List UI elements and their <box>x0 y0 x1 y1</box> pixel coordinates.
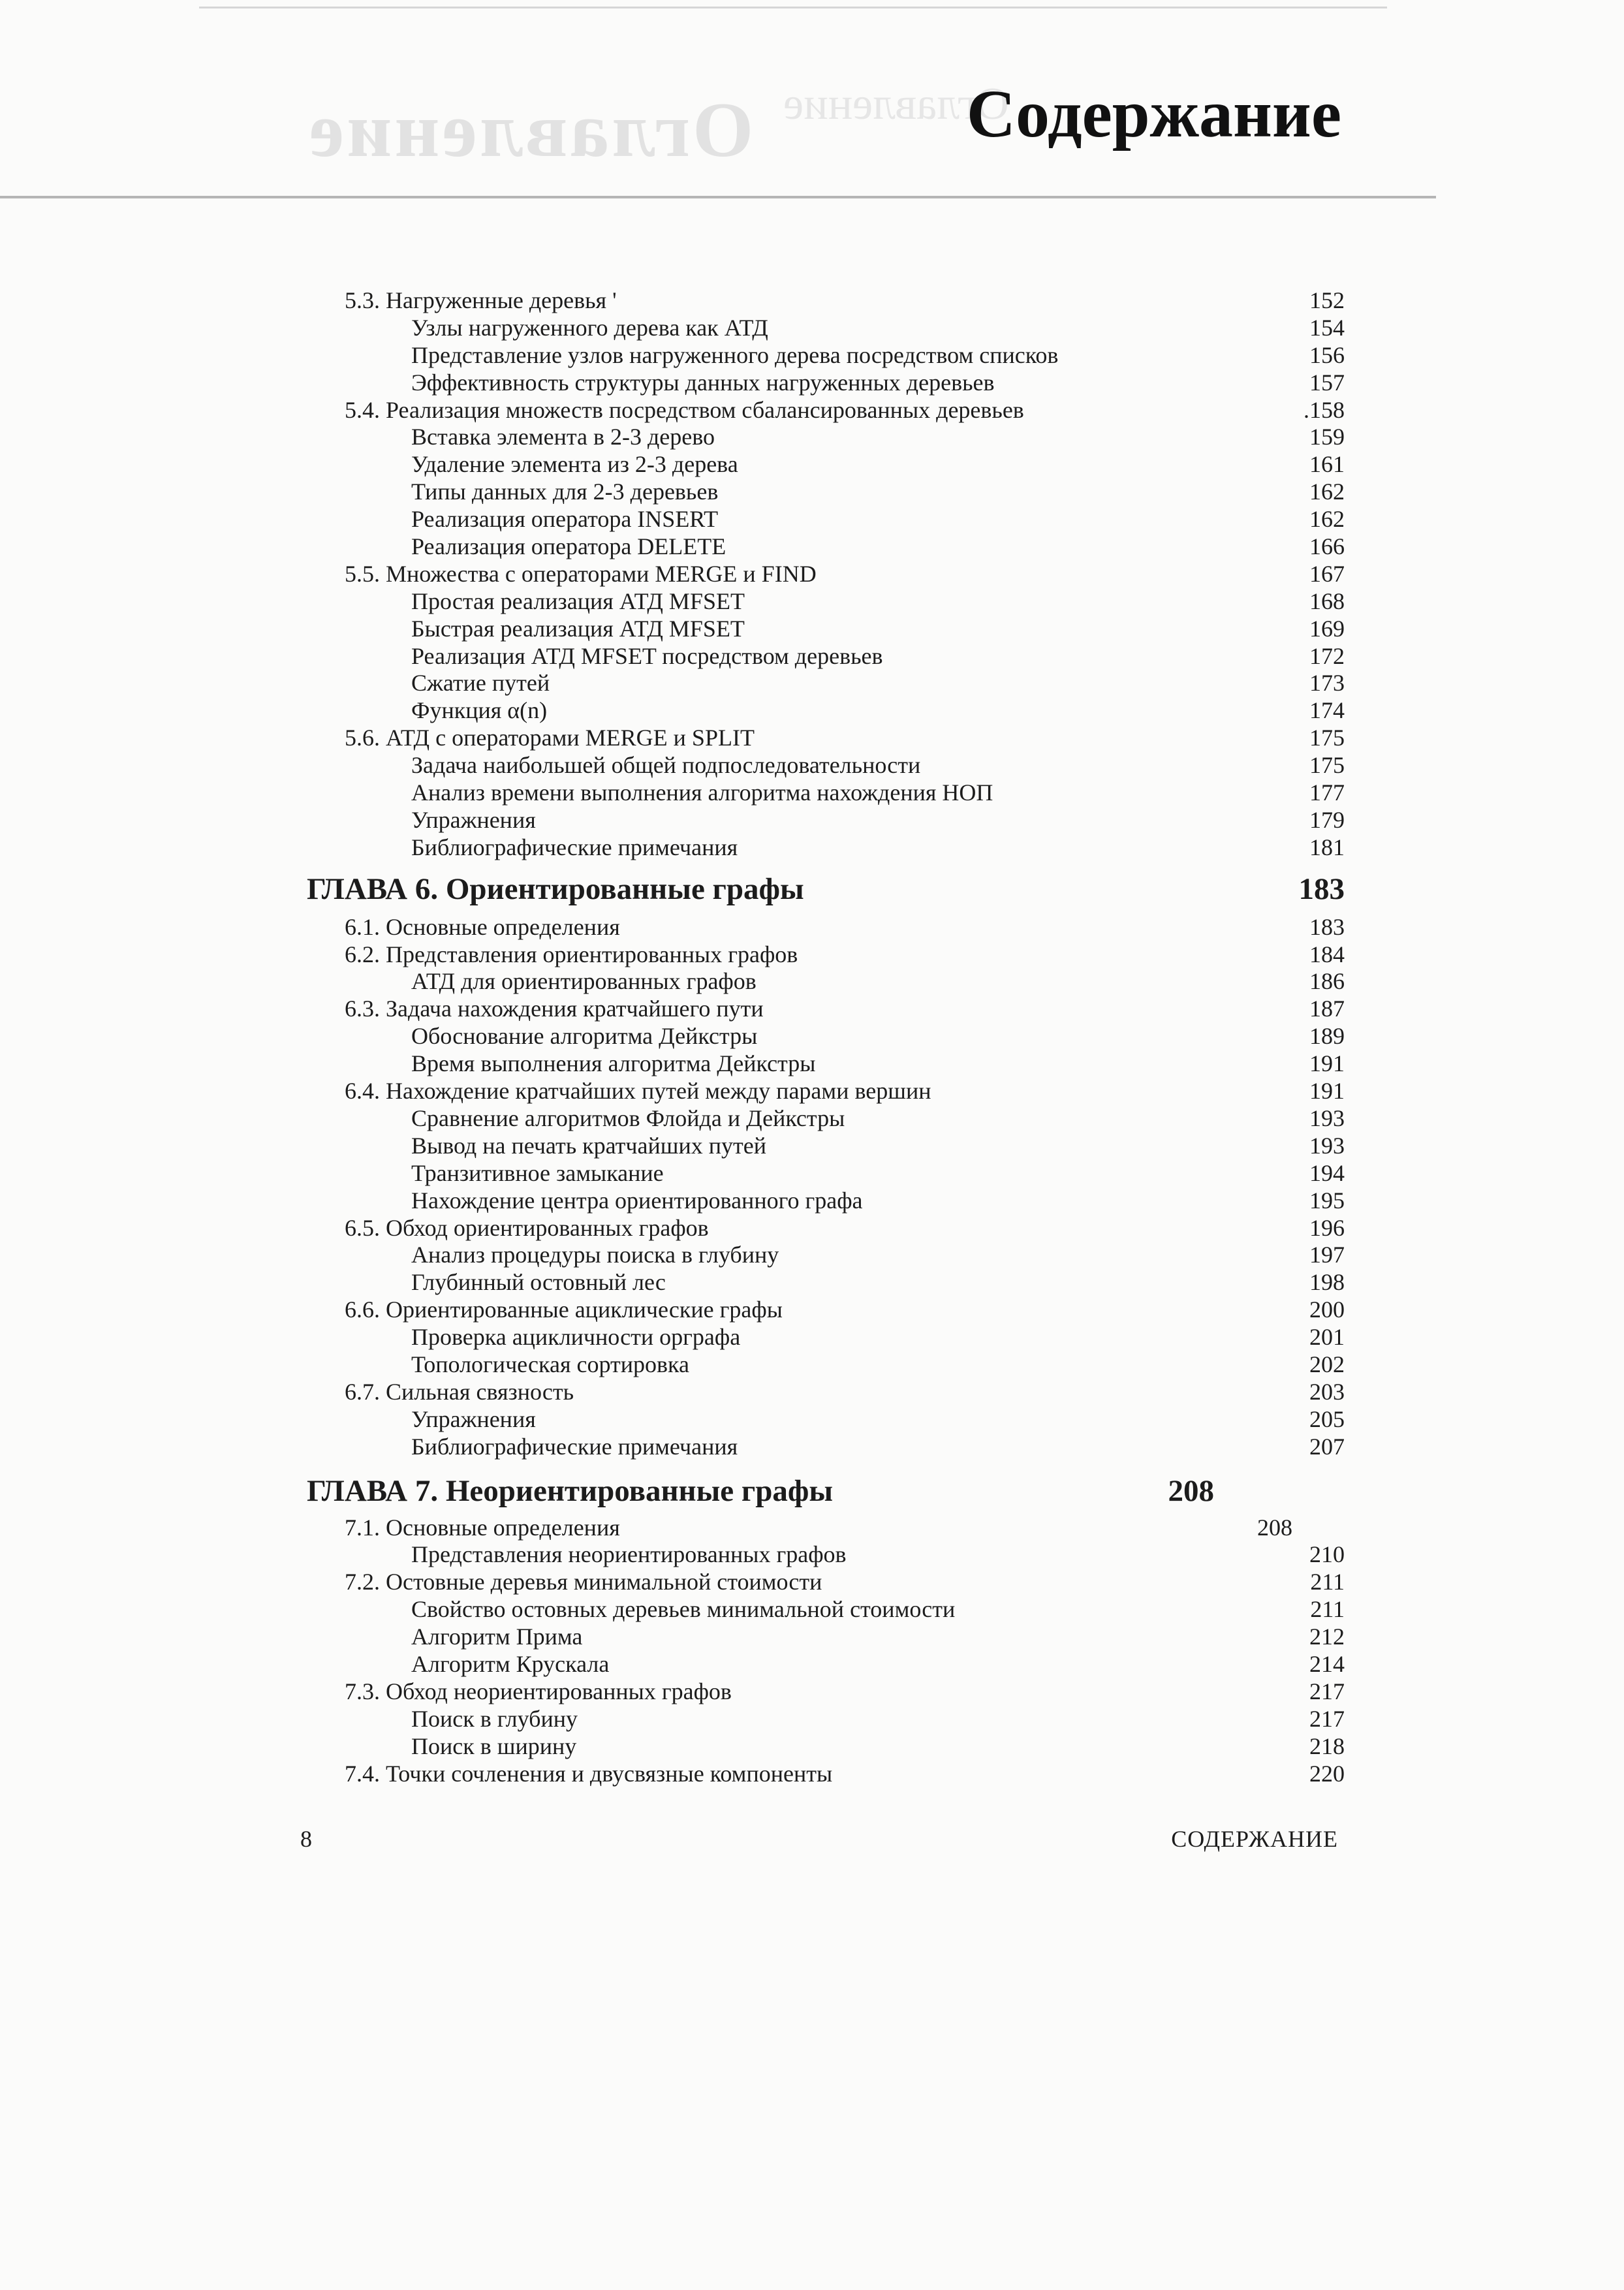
toc-page-number: 202 <box>1309 1351 1345 1377</box>
toc-number: 7.3. <box>345 1678 380 1704</box>
toc-title: Упражнения <box>411 806 536 833</box>
toc-page-number: 191 <box>1309 1078 1345 1105</box>
toc-title: Задача нахождения кратчайшего пути <box>386 996 764 1022</box>
toc-page-number: 196 <box>1309 1214 1345 1241</box>
toc-title: Множества с операторами MERGE и FIND <box>386 560 817 587</box>
toc-subsection <box>307 670 1345 697</box>
toc-subsection <box>307 968 1345 996</box>
toc-section <box>307 941 1345 969</box>
toc-subsection <box>307 1706 1345 1733</box>
toc-page-number: 173 <box>1309 670 1345 697</box>
toc-subsection <box>307 1733 1345 1761</box>
toc-title: Обход ориентированных графов <box>386 1214 709 1241</box>
toc-title: АТД для ориентированных графов <box>411 968 757 995</box>
toc-section <box>307 1761 1345 1788</box>
toc-title: Простая реализация АТД MFSET <box>411 588 745 614</box>
toc-subsection <box>307 752 1345 779</box>
toc-page-number: 214 <box>1309 1650 1345 1677</box>
toc-page-number: 208 <box>1257 1514 1292 1541</box>
toc-number: 7.2. <box>345 1569 380 1595</box>
toc-page-number: 175 <box>1309 725 1345 751</box>
toc-subsection <box>307 1050 1345 1078</box>
toc-section <box>307 1569 1345 1596</box>
toc-chapter <box>307 1470 1345 1512</box>
toc-subsection <box>307 834 1345 862</box>
toc-page-number: 184 <box>1309 941 1345 967</box>
toc-title: Удаление элемента из 2-3 дерева <box>411 451 738 478</box>
toc-title: Реализация АТД MFSET посредством деревьев <box>411 642 883 669</box>
toc-subsection <box>307 643 1345 670</box>
toc-title: Вставка элемента в 2-3 дерево <box>411 424 715 450</box>
toc-title: Точки сочленения и двусвязные компоненты <box>386 1760 833 1787</box>
toc-title: ГЛАВА 6. Ориентированные графы <box>307 871 804 906</box>
toc-subsection <box>307 424 1345 451</box>
toc-page-number: .158 <box>1304 396 1345 423</box>
toc-title: Алгоритм Крускала <box>411 1650 610 1677</box>
toc-title: Глубинный остовный лес <box>411 1269 666 1296</box>
toc-subsection <box>307 506 1345 533</box>
toc-page-number: 217 <box>1309 1678 1345 1704</box>
toc-section <box>307 397 1345 424</box>
toc-page-number: 157 <box>1309 369 1345 396</box>
toc-page-number: 191 <box>1309 1050 1345 1077</box>
toc-subsection <box>307 1023 1345 1050</box>
toc-page-number: 177 <box>1309 779 1345 806</box>
toc-section <box>307 287 1345 315</box>
toc-subsection <box>307 533 1345 561</box>
toc-title: Упражнения <box>411 1405 536 1432</box>
toc-subsection <box>307 588 1345 616</box>
toc-page-number: 172 <box>1309 642 1345 669</box>
toc-page-number: 161 <box>1309 451 1345 478</box>
toc-title: Типы данных для 2-3 деревьев <box>411 478 719 505</box>
toc-title: Обход неориентированных графов <box>386 1678 732 1704</box>
toc-page-number: 193 <box>1309 1132 1345 1159</box>
toc-subsection <box>307 1623 1345 1651</box>
toc-number: 6.6. <box>345 1296 380 1323</box>
toc-page-number: 193 <box>1309 1105 1345 1131</box>
toc-page-number: 205 <box>1309 1405 1345 1432</box>
toc-number: 7.1. <box>345 1514 380 1541</box>
toc-title: Сильная связность <box>386 1378 574 1405</box>
show-through-text: Оглавление <box>307 86 754 173</box>
toc-page-number: 218 <box>1309 1733 1345 1759</box>
toc-page-number: 159 <box>1309 424 1345 450</box>
toc-subsection <box>307 369 1345 397</box>
toc-title: Основные определения <box>386 1514 620 1541</box>
toc-page-number: 198 <box>1309 1269 1345 1296</box>
toc-title: Обоснование алгоритма Дейкстры <box>411 1023 758 1050</box>
toc-subsection <box>307 1160 1345 1187</box>
toc-page-number: 208 <box>1168 1473 1214 1508</box>
toc-page-number: 183 <box>1298 871 1345 906</box>
toc-title: Эффективность структуры данных нагруженных деревьев <box>411 369 995 396</box>
toc-title: Представление узлов нагруженного дерева посредством списков <box>411 341 1059 368</box>
toc-title: Библиографические примечания <box>411 834 738 860</box>
toc-title: Нагруженные деревья ' <box>386 287 617 313</box>
toc-subsection <box>307 616 1345 643</box>
toc-subsection <box>307 697 1345 725</box>
toc-subsection <box>307 807 1345 834</box>
toc-page-number: 183 <box>1309 913 1345 940</box>
toc-title: Транзитивное замыкание <box>411 1159 664 1186</box>
toc-page-number: 162 <box>1309 478 1345 505</box>
page-title: Содержание <box>966 76 1341 151</box>
toc-number: 6.5. <box>345 1214 380 1241</box>
toc-page-number: 200 <box>1309 1296 1345 1323</box>
toc-page-number: 152 <box>1309 287 1345 313</box>
toc-page-number: 168 <box>1309 588 1345 614</box>
toc-title: ГЛАВА 7. Неориентированные графы <box>307 1473 834 1508</box>
toc-page-number: 154 <box>1309 314 1345 341</box>
toc-subsection <box>307 1406 1345 1434</box>
toc-title: АТД с операторами MERGE и SPLIT <box>386 725 755 751</box>
toc-page-number: 179 <box>1309 806 1345 833</box>
toc-subsection <box>307 1351 1345 1379</box>
toc-title: Функция α(n) <box>411 697 548 724</box>
page-number: 8 <box>300 1826 312 1852</box>
toc-page-number: 212 <box>1309 1623 1345 1650</box>
toc-subsection <box>307 1133 1345 1160</box>
toc-number: 6.7. <box>345 1378 380 1405</box>
toc-title: Нахождение центра ориентированного графа <box>411 1187 863 1214</box>
toc-page-number: 174 <box>1309 697 1345 724</box>
toc-subsection <box>307 1242 1345 1269</box>
toc-section <box>307 996 1345 1023</box>
toc-title: Анализ процедуры поиска в глубину <box>411 1242 779 1268</box>
toc-subsection <box>307 1596 1345 1623</box>
header-rule <box>0 196 1436 198</box>
toc-section <box>307 561 1345 588</box>
toc-page-number: 186 <box>1309 968 1345 995</box>
toc-title: Время выполнения алгоритма Дейкстры <box>411 1050 816 1077</box>
toc-title: Реализация оператора INSERT <box>411 506 719 533</box>
toc-page-number: 195 <box>1309 1187 1345 1214</box>
toc-title: Представления неориентированных графов <box>411 1541 847 1568</box>
toc-page-number: 187 <box>1309 996 1345 1022</box>
toc-subsection <box>307 1541 1345 1569</box>
toc-title: Задача наибольшей общей подпоследовательности <box>411 752 921 779</box>
toc-page-number: 211 <box>1310 1596 1345 1623</box>
toc-title: Сравнение алгоритмов Флойда и Дейкстры <box>411 1105 845 1131</box>
toc-page-number: 217 <box>1309 1705 1345 1732</box>
toc-title: Сжатие путей <box>411 670 550 697</box>
toc-title: Анализ времени выполнения алгоритма нахождения НОП <box>411 779 993 806</box>
toc-section <box>307 1379 1345 1406</box>
toc-number: 6.3. <box>345 996 380 1022</box>
toc-title: Алгоритм Прима <box>411 1623 583 1650</box>
toc-subsection <box>307 1434 1345 1461</box>
toc-page-number: 201 <box>1309 1324 1345 1351</box>
toc-section <box>307 914 1345 941</box>
toc-title: Представления ориентированных графов <box>386 941 798 967</box>
toc-title: Библиографические примечания <box>411 1433 738 1460</box>
toc-title: Вывод на печать кратчайших путей <box>411 1132 766 1159</box>
table-of-contents <box>307 287 1345 1787</box>
toc-title: Поиск в ширину <box>411 1733 577 1759</box>
toc-page-number: 167 <box>1309 560 1345 587</box>
running-title: СОДЕРЖАНИЕ <box>1171 1826 1338 1852</box>
toc-subsection <box>307 451 1345 478</box>
toc-page-number: 211 <box>1310 1569 1345 1595</box>
toc-section <box>307 1078 1345 1105</box>
toc-subsection <box>307 1269 1345 1296</box>
toc-title: Узлы нагруженного дерева как АТД <box>411 314 768 341</box>
toc-page-number: 175 <box>1309 752 1345 779</box>
toc-page-number: 181 <box>1309 834 1345 860</box>
toc-title: Реализация множеств посредством сбалансированных деревьев <box>386 396 1024 423</box>
toc-number: 5.3. <box>345 287 380 313</box>
toc-section <box>307 1514 1345 1542</box>
toc-title: Поиск в глубину <box>411 1705 578 1732</box>
toc-number: 6.2. <box>345 941 380 967</box>
show-through-text: Оглавление <box>783 79 1009 129</box>
toc-page-number: 162 <box>1309 506 1345 533</box>
toc-section <box>307 725 1345 752</box>
toc-title: Основные определения <box>386 913 620 940</box>
toc-subsection <box>307 478 1345 506</box>
toc-title: Ориентированные ациклические графы <box>386 1296 783 1323</box>
toc-page-number: 197 <box>1309 1242 1345 1268</box>
toc-number: 5.4. <box>345 396 380 423</box>
toc-title: Топологическая сортировка <box>411 1351 689 1377</box>
toc-subsection <box>307 1105 1345 1133</box>
toc-subsection <box>307 1324 1345 1351</box>
toc-title: Свойство остовных деревьев минимальной стоимости <box>411 1596 956 1623</box>
toc-title: Реализация оператора DELETE <box>411 533 726 560</box>
toc-number: 6.4. <box>345 1078 380 1105</box>
toc-page-number: 166 <box>1309 533 1345 560</box>
toc-title: Быстрая реализация АТД MFSET <box>411 615 745 642</box>
toc-number: 5.6. <box>345 725 380 751</box>
toc-subsection <box>307 342 1345 369</box>
toc-number: 7.4. <box>345 1760 380 1787</box>
toc-page-number: 189 <box>1309 1023 1345 1050</box>
toc-page-number: 169 <box>1309 615 1345 642</box>
toc-page-number: 203 <box>1309 1378 1345 1405</box>
toc-page-number: 207 <box>1309 1433 1345 1460</box>
toc-subsection <box>307 315 1345 342</box>
toc-page-number: 194 <box>1309 1159 1345 1186</box>
toc-section <box>307 1215 1345 1242</box>
top-rule <box>199 7 1387 8</box>
toc-subsection <box>307 1651 1345 1678</box>
toc-title: Остовные деревья минимальной стоимости <box>386 1569 822 1595</box>
toc-subsection <box>307 779 1345 807</box>
toc-chapter <box>307 868 1345 910</box>
toc-section <box>307 1296 1345 1324</box>
toc-page-number: 210 <box>1309 1541 1345 1568</box>
toc-page-number: 156 <box>1309 341 1345 368</box>
toc-title: Проверка ацикличности орграфа <box>411 1324 741 1351</box>
toc-section <box>307 1678 1345 1706</box>
toc-subsection <box>307 1187 1345 1215</box>
toc-number: 5.5. <box>345 560 380 587</box>
toc-title: Нахождение кратчайших путей между парами вершин <box>386 1078 931 1105</box>
toc-number: 6.1. <box>345 913 380 940</box>
toc-page-number: 220 <box>1309 1760 1345 1787</box>
